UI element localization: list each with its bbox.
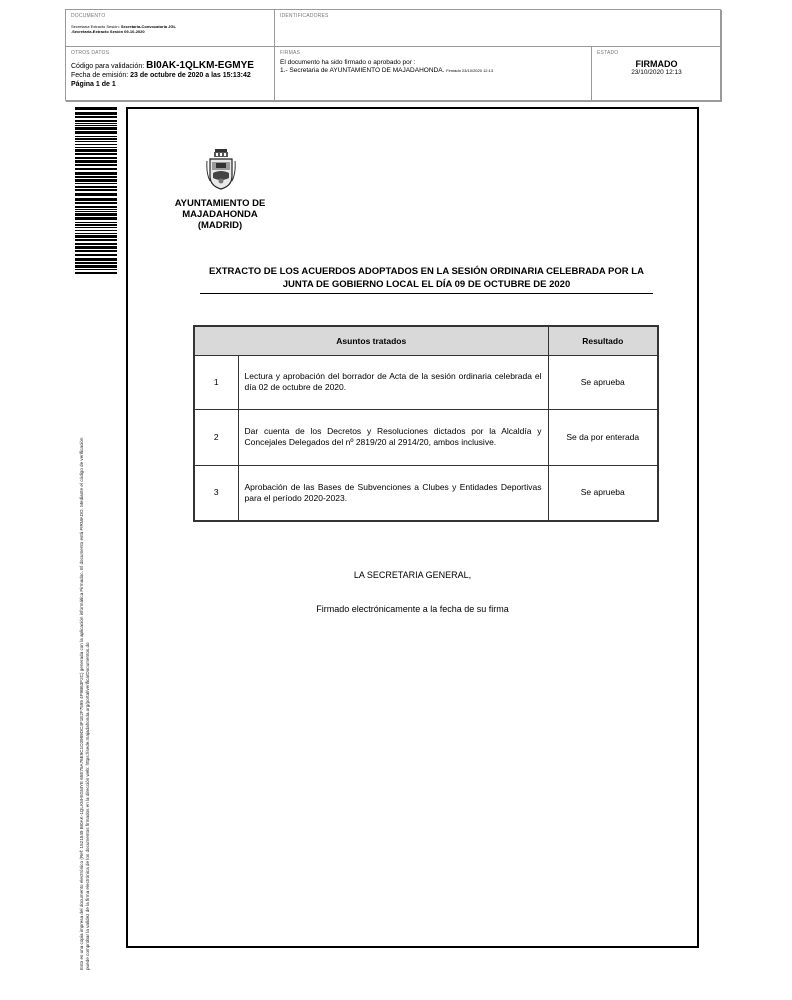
barcode-icon (75, 107, 117, 275)
col-resultado-header: Resultado (548, 326, 658, 355)
firmado-note: Firmado electrónicamente a la fecha de su firma (316, 604, 509, 614)
estado-value: FIRMADO (635, 59, 678, 69)
fecha-emision: 23 de octubre de 2020 a las 15:13:42 (130, 72, 251, 79)
otros-label: OTROS DATOS (71, 50, 110, 56)
secretaria-signature-label: LA SECRETARIA GENERAL, (353, 570, 472, 580)
estado-cell (592, 47, 722, 102)
fecha-prefix: Fecha de emisión: (71, 72, 129, 79)
table-row (194, 355, 658, 409)
ayto-line2: MAJADAHONDA (182, 209, 258, 220)
col-asuntos-header: Asuntos tratados (194, 326, 548, 355)
document-frame (126, 107, 699, 948)
estado-date: 23/10/2020 12:13 (631, 69, 682, 76)
ayuntamiento-block (160, 198, 280, 231)
documento-cell (66, 10, 275, 47)
row-asunto: Lectura y aprobación del borrador de Acta de la sesión ordinaria celebrada el día 02 de octubre de 2020. (238, 355, 548, 409)
table-row (194, 409, 658, 465)
ayto-line1: AYUNTAMIENTO DE (174, 198, 266, 209)
table-header-row (194, 326, 658, 355)
table-row (194, 465, 658, 521)
identificadores-label: IDENTIFICADORES (280, 13, 329, 19)
documento-line2: .Secretaría-Extracto Sesión 09-10-2020 (71, 29, 145, 34)
row-number: 1 (194, 355, 238, 409)
firmas-line2: 1.- Secretaria de AYUNTAMIENTO DE MAJADAHONDA. (280, 67, 445, 74)
row-resultado: Se da por enterada (548, 409, 658, 465)
row-number: 2 (194, 409, 238, 465)
identificadores-cell (275, 10, 722, 47)
codigo-prefix: Código para validación: (71, 63, 145, 70)
coat-of-arms-icon (206, 148, 236, 190)
signature-header (65, 9, 721, 101)
firmas-line2-small: Firmado 23/10/2020 12:13 (446, 68, 494, 73)
row-number: 3 (194, 465, 238, 521)
title-line1: EXTRACTO DE LOS ACUERDOS ADOPTADOS EN LA SESIÓN ORDINARIA CELEBRADA POR LA (209, 266, 644, 277)
asuntos-table (193, 325, 659, 522)
documento-label: DOCUMENTO (71, 13, 106, 19)
row-asunto: Dar cuenta de los Decretos y Resoluciones dictados por la Alcaldía y Concejales Delegados del nº 2819/20 al 2914/20, ambos inclusive. (238, 409, 548, 465)
row-resultado: Se aprueba (548, 355, 658, 409)
side-text-line2: puede comprobar la validez de la firma electrónica de los documentos firmados en la dirección web: https://sede.majadahonda.org/portal/verificarDocumentos.do (85, 642, 90, 970)
documento-line1-bold: Secretaria-Convocatoria JGL (120, 24, 176, 29)
firmas-label: FIRMAS (280, 50, 301, 56)
documento-line1-prefix: Secretaría Extracto Sesión: (71, 24, 120, 29)
ayto-line3: (MADRID) (197, 220, 243, 231)
codigo-validacion: BI0AK-1QLKM-EGMYE (146, 60, 254, 71)
estado-label: ESTADO (597, 50, 619, 56)
side-text-line1: Esto es una copia impresa del documento electrónico (Ref: 1521549 BI0AK-1QLKM-EGMYE 65E75A76E9C1C0989DC4F1E2F7595 4F9B63F2C) generada con la aplicación informática Firmadoc. El documento está FIRMADO. Mediante el código de verificación (79, 437, 84, 970)
firmas-line1: El documento ha sido firmado o aprobado por : (280, 59, 416, 66)
page-title (200, 265, 653, 294)
firmas-cell (275, 47, 592, 102)
title-line2: JUNTA DE GOBIERNO LOCAL EL DÍA 09 DE OCTUBRE DE 2020 (282, 279, 571, 290)
row-resultado: Se aprueba (548, 465, 658, 521)
documento-lines (71, 24, 176, 34)
row-asunto: Aprobación de las Bases de Subvenciones a Clubes y Entidades Deportivas para el período 2020-2023. (238, 465, 548, 521)
otros-datos-cell (66, 47, 275, 102)
pagina: Página 1 de 1 (71, 81, 116, 88)
side-verification-text (79, 270, 91, 970)
